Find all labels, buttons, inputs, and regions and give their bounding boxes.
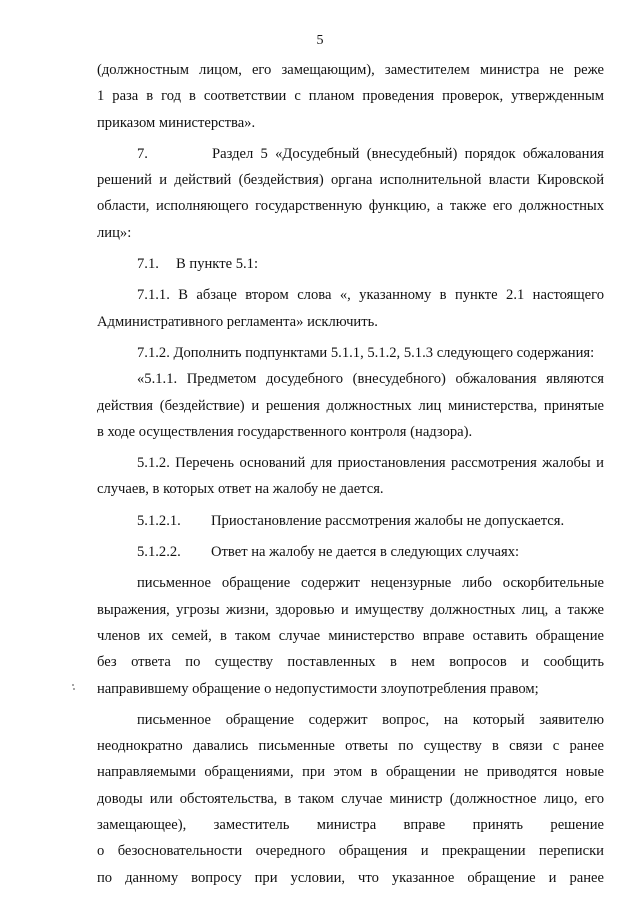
text-line: области, исполняющего государственную функцию, а также его должностных bbox=[97, 198, 604, 215]
paragraph-5-1-2-1 bbox=[97, 508, 604, 534]
text-line: (должностным лицом, его замещающим), заместителем министра не реже bbox=[97, 62, 604, 78]
paragraph-5-1-2 bbox=[97, 450, 604, 503]
paragraph-continuation bbox=[97, 57, 604, 136]
text-line: 7.1.2. Дополнить подпунктами 5.1.1, 5.1.2, 5.1.3 следующего содержания: bbox=[137, 344, 595, 361]
page-number: 5 bbox=[316, 33, 324, 48]
text-line: 7.1.1. В абзаце втором слова «, указанному в пункте 2.1 настоящего bbox=[137, 287, 604, 304]
text-line: по данному вопросу при условии, что указанное обращение и ранее bbox=[97, 869, 604, 886]
text-line: приказом министерства». bbox=[97, 114, 256, 131]
text-line: лиц»: bbox=[97, 224, 132, 241]
text-line: неоднократно давались письменные ответы по существу в связи с ранее bbox=[97, 738, 604, 755]
clause-number: 7.1. bbox=[137, 256, 159, 273]
text-line: о безосновательности очередного обращения и прекращении переписки bbox=[97, 843, 604, 860]
text-line: случаев, в которых ответ на жалобу не дается. bbox=[97, 481, 384, 498]
paragraph-5-1-2-2 bbox=[97, 539, 604, 565]
text-line: действия (бездействие) и решения должностных лиц министерства, принятые bbox=[97, 397, 604, 414]
text-line: направившему обращение о недопустимости злоупотребления правом; bbox=[97, 680, 539, 697]
text-line: Ответ на жалобу не дается в следующих случаях: bbox=[211, 544, 520, 561]
text-line: замещающее), заместитель министра вправе принять решение bbox=[97, 817, 604, 834]
paragraph-5-1-1 bbox=[97, 366, 604, 445]
paragraph-7-1-2 bbox=[97, 340, 604, 366]
text-line: Приостановление рассмотрения жалобы не допускается. bbox=[211, 512, 565, 529]
text-line: членов их семей, в таком случае министерство вправе оставить обращение bbox=[97, 627, 604, 644]
text-line: без ответа по существу поставленных в нем вопросов и сообщить bbox=[97, 654, 604, 671]
text-line: в ходе осуществления государственного контроля (надзора). bbox=[97, 423, 473, 440]
document-body bbox=[97, 57, 604, 891]
text-line: доводы или обстоятельства, в таком случае министр (должностное лицо, его bbox=[97, 790, 604, 807]
clause-number: 7. bbox=[137, 145, 148, 162]
scan-speck bbox=[73, 688, 75, 690]
paragraph-7-1-1 bbox=[97, 282, 604, 335]
scan-speck bbox=[72, 684, 74, 686]
clause-number: 5.1.2.2. bbox=[137, 544, 181, 561]
text-line: выражения, угрозы жизни, здоровью и имуществу должностных лиц, а также bbox=[97, 601, 604, 618]
text-line: 5.1.2. Перечень оснований для приостановления рассмотрения жалобы и bbox=[137, 455, 604, 472]
text-line: «5.1.1. Предметом досудебного (внесудебного) обжалования являются bbox=[137, 371, 604, 388]
text-line: направляемыми обращениями, при этом в обращении не приводятся новые bbox=[97, 764, 604, 781]
paragraph-7-1 bbox=[97, 251, 604, 277]
text-line: Раздел 5 «Досудебный (внесудебный) порядок обжалования bbox=[212, 145, 604, 162]
clause-number: 5.1.2.1. bbox=[137, 512, 181, 529]
paragraph-list-item-1 bbox=[97, 570, 604, 701]
text-line: 1 раза в год в соответствии с планом проведения проверок, утвержденным bbox=[97, 88, 604, 105]
text-line: письменное обращение содержит нецензурные либо оскорбительные bbox=[137, 575, 604, 592]
paragraph-section-7 bbox=[97, 141, 604, 246]
paragraph-list-item-2 bbox=[97, 707, 604, 891]
text-line: письменное обращение содержит вопрос, на который заявителю bbox=[137, 711, 604, 728]
text-line: Административного регламента» исключить. bbox=[97, 313, 378, 330]
text-line: В пункте 5.1: bbox=[176, 256, 258, 273]
text-line: решений и действий (бездействия) органа исполнительной власти Кировской bbox=[97, 172, 604, 189]
